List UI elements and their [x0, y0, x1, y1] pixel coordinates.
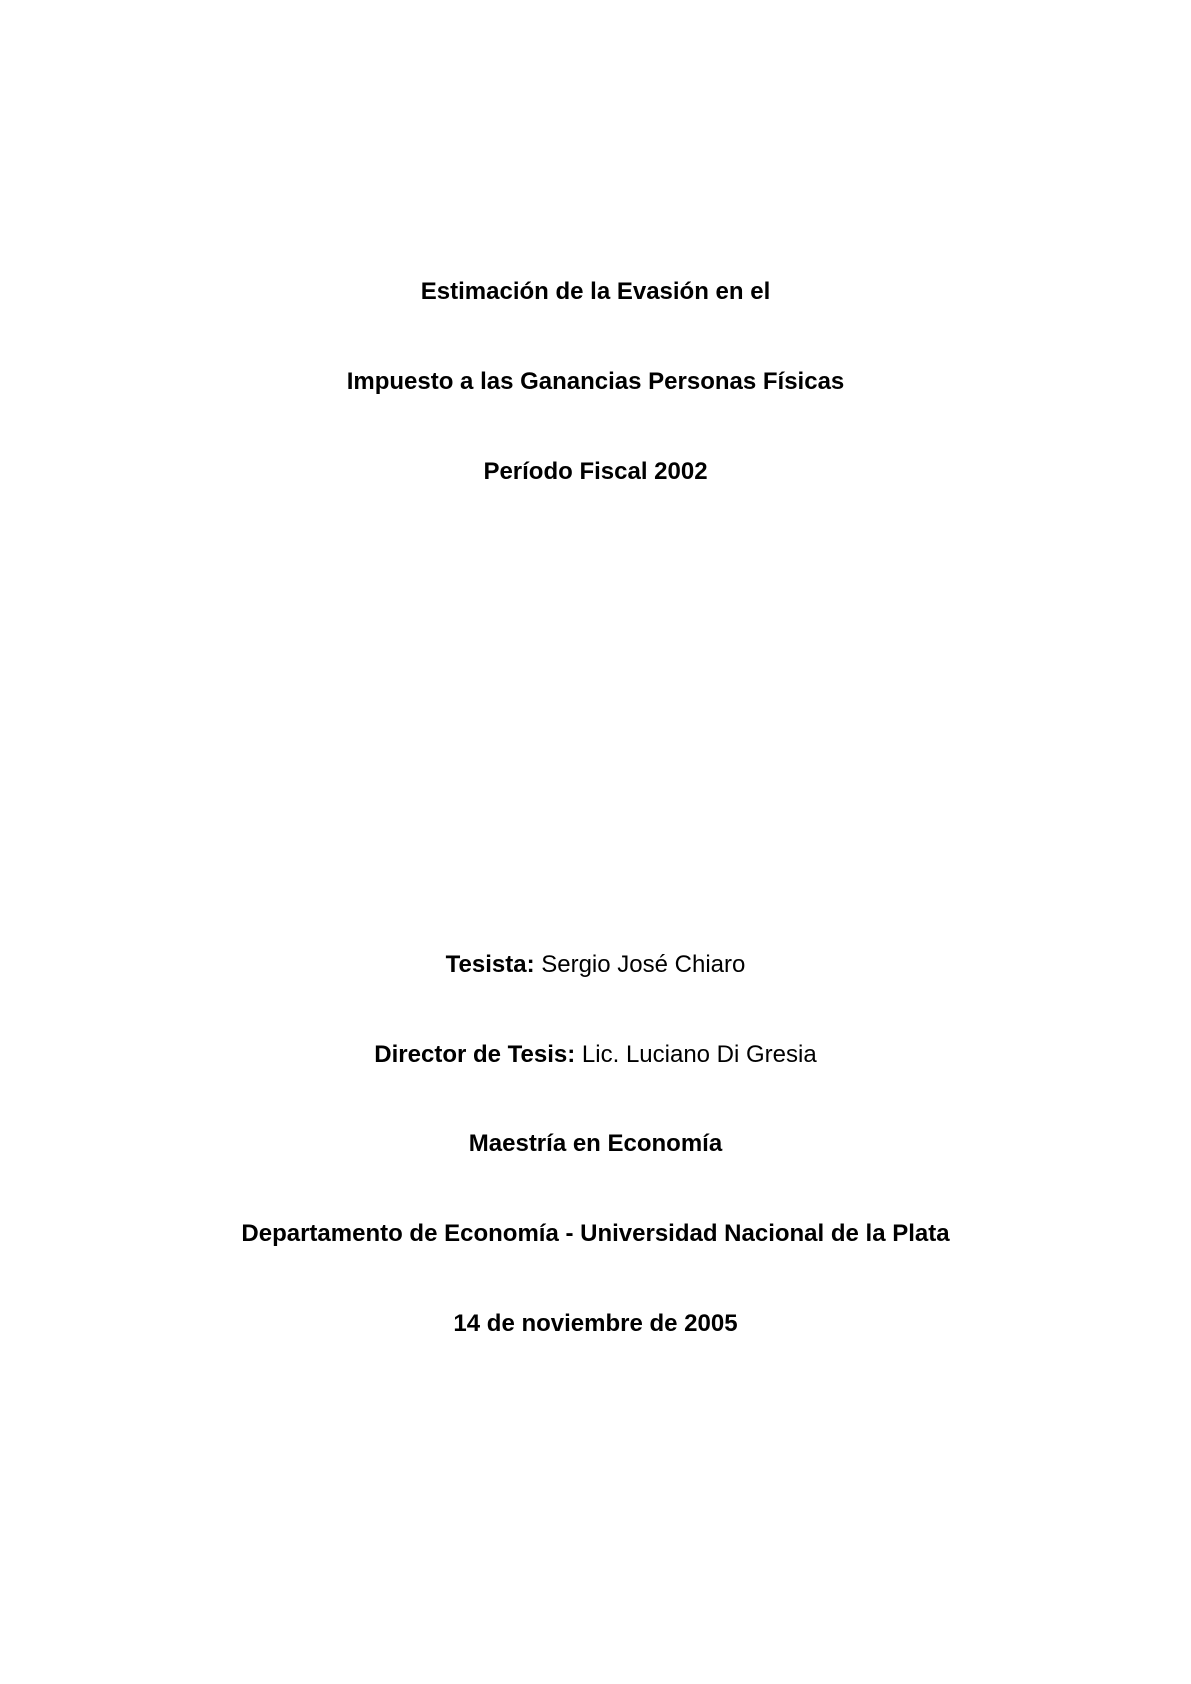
tesista-line: [0, 950, 1191, 980]
program-line: Maestría en Economía: [468, 1130, 723, 1157]
director-name: Lic. Luciano Di Gresia: [581, 1041, 817, 1068]
date-line: 14 de noviembre de 2005: [453, 1310, 738, 1337]
title-line-3: Período Fiscal 2002: [483, 458, 708, 485]
title-line-1: Estimación de la Evasión en el: [420, 278, 771, 305]
tesista-name: Sergio José Chiaro: [541, 951, 746, 978]
tesista-label: Tesista:: [445, 951, 535, 978]
director-label: Director de Tesis:: [374, 1041, 576, 1068]
director-line: [0, 1040, 1191, 1070]
title-line-2: Impuesto a las Ganancias Personas Físicas: [346, 368, 845, 395]
department-line: Departamento de Economía - Universidad Nacional de la Plata: [241, 1220, 950, 1247]
